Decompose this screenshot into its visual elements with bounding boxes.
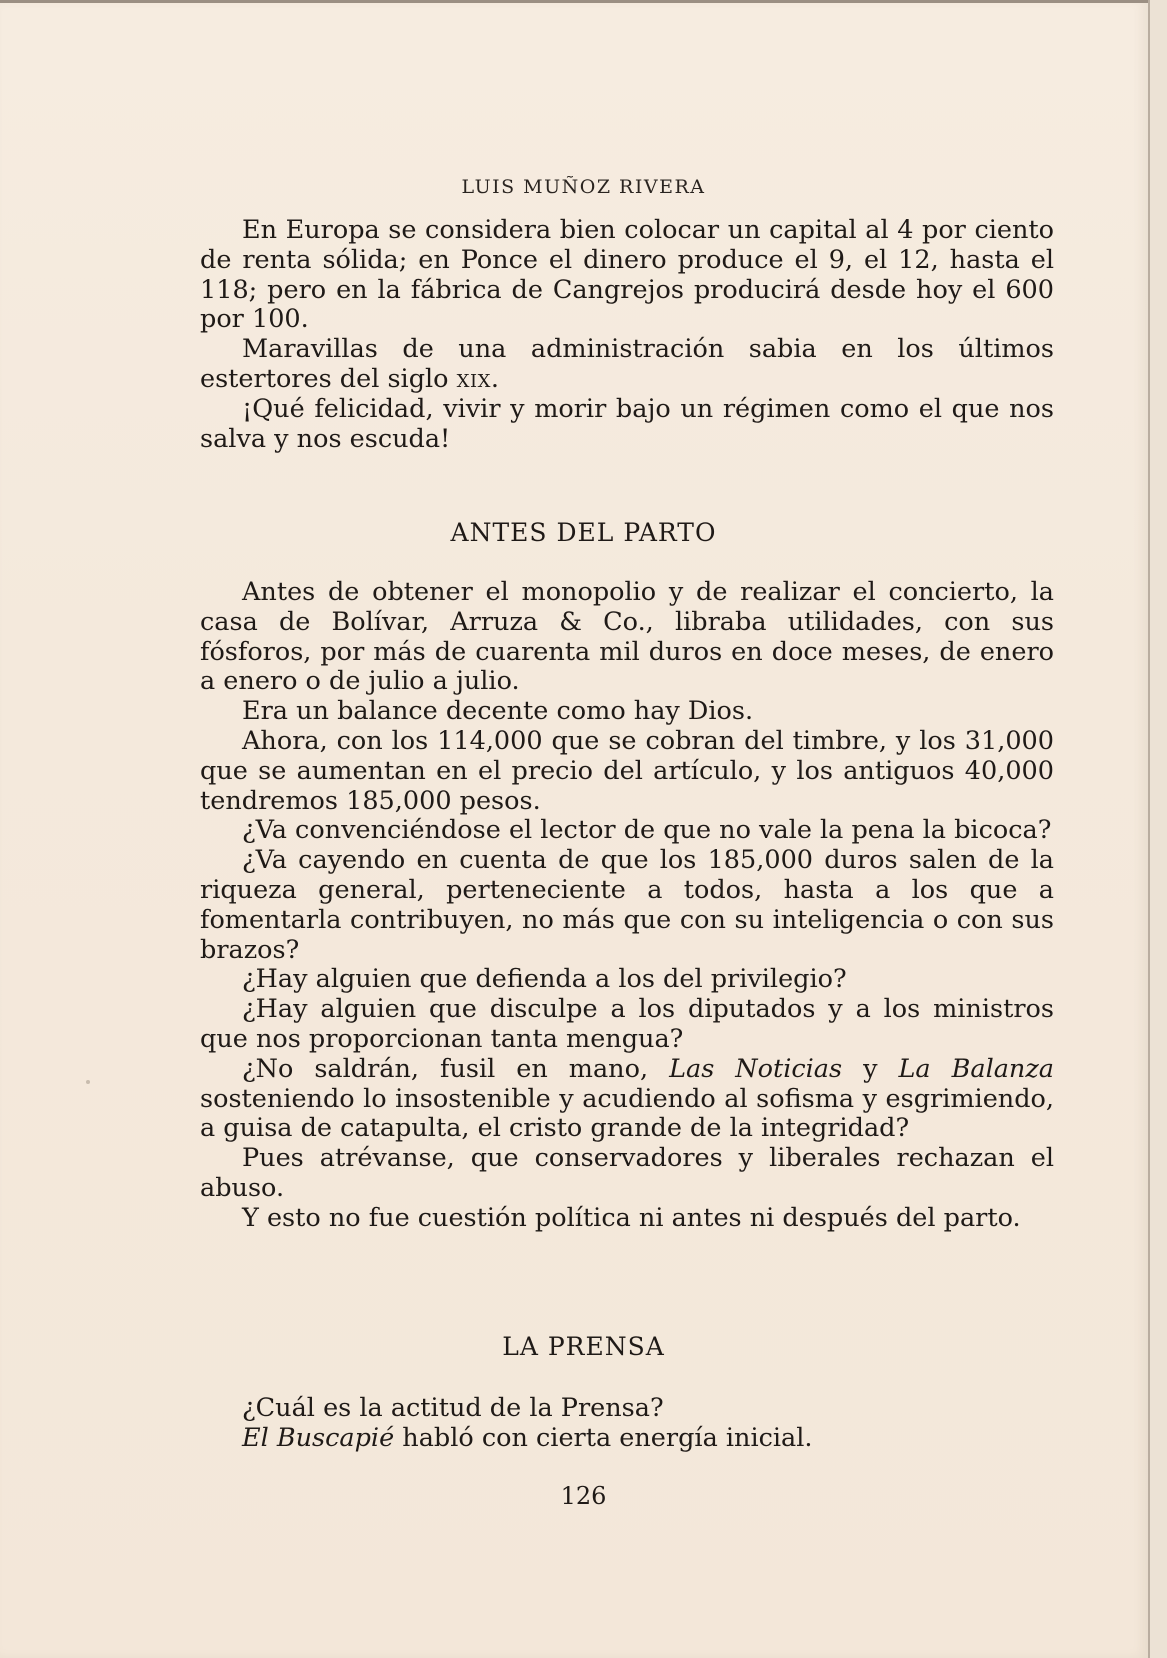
section-heading-antes-del-parto: ANTES DEL PARTO: [450, 518, 717, 547]
paragraph: ¿Hay alguien que defienda a los del privilegio?: [242, 964, 847, 995]
top-edge-rule: [0, 0, 1148, 3]
page-edge: [1150, 0, 1167, 1658]
paragraph: ¿Va convenciéndose el lector de que no vale la pena la bicoca?: [242, 815, 1052, 846]
paper-speck: [86, 1080, 90, 1084]
paragraph: ¿No saldrán, fusil en mano, Las Noticias y La Balanza sosteniendo lo insostenible y acudiendo al sofisma y esgrimiendo, a guisa de catapulta, el cristo grande de la integridad?: [200, 1053, 1054, 1144]
paragraph: Ahora, con los 114,000 que se cobran del timbre, y los 31,000 que se aumentan en el precio del artículo, y los antiguos 40,000 tendremos 185,000 pesos.: [200, 725, 1054, 816]
paragraph: ¿Va cayendo en cuenta de que los 185,000 duros salen de la riqueza general, perteneciente a todos, hasta a los que a fomentarla contribuyen, no más que con su inteligencia o con sus brazos?: [200, 845, 1054, 965]
section1-text-block: [200, 578, 1054, 1234]
section2-text-block: [200, 1394, 1054, 1454]
paragraph: Pues atrévanse, que conservadores y liberales rechazan el abuso.: [200, 1143, 1054, 1203]
paragraph: ¡Qué felicidad, vivir y morir bajo un régimen como el que nos salva y nos escuda!: [200, 393, 1054, 454]
running-head: LUIS MUÑOZ RIVERA: [461, 176, 706, 198]
paragraph: Antes de obtener el monopolio y de realizar el concierto, la casa de Bolívar, Arruza & Co., libraba utilidades, con sus fósforos, por más de cuarenta mil duros en doce meses, de enero a enero o de julio a julio.: [200, 577, 1054, 697]
paragraph: Maravillas de una administración sabia en los últimos estertores del siglo xix.: [200, 334, 1054, 394]
italic-title: El Buscapié: [242, 1422, 395, 1453]
paragraph: ¿Cuál es la actitud de la Prensa?: [242, 1393, 664, 1423]
paragraph: En Europa se considera bien colocar un capital al 4 por ciento de renta sólida; en Ponce el dinero produce el 9, el 12, hasta el 118; pero en la fábrica de Cangrejos producirá desde hoy el 600 por 100.: [200, 215, 1054, 335]
paragraph: El Buscapié habló con cierta energía inicial.: [242, 1422, 813, 1453]
paragraph: ¿Hay alguien que disculpe a los diputados y a los ministros que nos proporcionan tanta mengua?: [200, 994, 1054, 1054]
italic-title: La Balanza: [898, 1053, 1054, 1084]
paragraph: Y esto no fue cuestión política ni antes ni después del parto.: [242, 1202, 1021, 1233]
section-heading-la-prensa: LA PRENSA: [502, 1332, 665, 1361]
page-number: 126: [560, 1482, 607, 1510]
paragraph: Era un balance decente como hay Dios.: [242, 696, 754, 727]
italic-title: Las Noticias: [669, 1053, 843, 1084]
intro-text-block: [200, 216, 1054, 454]
